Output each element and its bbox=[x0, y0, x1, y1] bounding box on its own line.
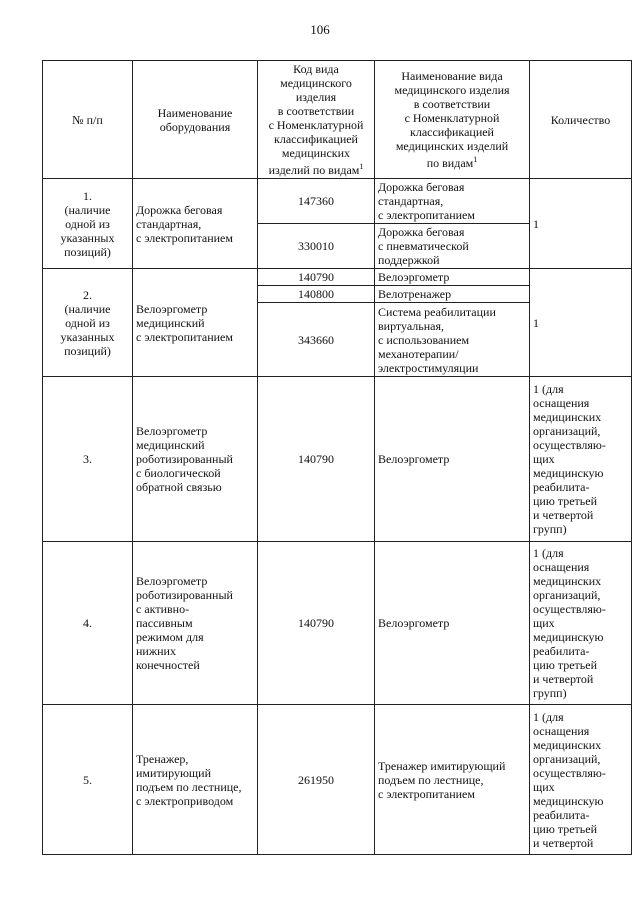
row-4-qty: 1 (для оснащения медицинских организаций, осуществляю- щих медицинскую реабилита- цию третьей и четвертой групп) bbox=[530, 542, 632, 705]
table-row bbox=[43, 542, 632, 705]
row-2-sub-3-name: Система реабилитации виртуальная, с использованием механотерапии/ электростимуляции bbox=[375, 303, 530, 377]
table-row bbox=[43, 269, 632, 286]
row-2-sub-2-code: 140800 bbox=[258, 286, 375, 303]
equipment-table bbox=[42, 60, 632, 855]
row-2-sub-3-code: 343660 bbox=[258, 303, 375, 377]
row-4-code: 140790 bbox=[258, 542, 375, 705]
row-4-num: 4. bbox=[43, 542, 133, 705]
row-1-equipment: Дорожка беговая стандартная, с электропитанием bbox=[133, 179, 258, 269]
header-num: № п/п bbox=[43, 61, 133, 179]
row-1-sub-1-name: Дорожка беговая стандартная, с электропитанием bbox=[375, 179, 530, 224]
row-1-qty: 1 bbox=[530, 179, 632, 269]
row-3-equipment: Велоэргометр медицинский роботизированный с биологической обратной связью bbox=[133, 377, 258, 542]
row-3-qty: 1 (для оснащения медицинских организаций, осуществляю- щих медицинскую реабилита- цию третьей и четвертой групп) bbox=[530, 377, 632, 542]
row-2-num: 2. (наличие одной из указанных позиций) bbox=[43, 269, 133, 377]
table-row bbox=[43, 179, 632, 224]
row-2-qty: 1 bbox=[530, 269, 632, 377]
row-4-name: Велоэргометр bbox=[375, 542, 530, 705]
table-header-row bbox=[43, 61, 632, 179]
row-5-num: 5. bbox=[43, 705, 133, 855]
row-5-name: Тренажер имитирующий подъем по лестнице, с электропитанием bbox=[375, 705, 530, 855]
row-3-code: 140790 bbox=[258, 377, 375, 542]
page-number: 106 bbox=[310, 22, 330, 37]
header-code: Код вида медицинского изделия в соответствии с Номенклатурной классификацией медицинских изделий по видам$^1$ bbox=[258, 61, 375, 179]
row-2-sub-2-name: Велотренажер bbox=[375, 286, 530, 303]
row-1-sub-1-code: 147360 bbox=[258, 179, 375, 224]
row-1-sub-2-code: 330010 bbox=[258, 224, 375, 269]
row-4-equipment: Велоэргометр роботизированный с активно- пассивным режимом для нижних конечностей bbox=[133, 542, 258, 705]
table-row bbox=[43, 705, 632, 855]
row-1-sub-2-name: Дорожка беговая с пневматической поддержкой bbox=[375, 224, 530, 269]
row-3-num: 3. bbox=[43, 377, 133, 542]
row-2-sub-1-name: Велоэргометр bbox=[375, 269, 530, 286]
row-5-equipment: Тренажер, имитирующий подъем по лестнице, с электроприводом bbox=[133, 705, 258, 855]
row-1-num: 1. (наличие одной из указанных позиций) bbox=[43, 179, 133, 269]
row-5-code: 261950 bbox=[258, 705, 375, 855]
row-3-name: Велоэргометр bbox=[375, 377, 530, 542]
row-2-sub-1-code: 140790 bbox=[258, 269, 375, 286]
header-qty: Количество bbox=[530, 61, 632, 179]
table-row bbox=[43, 377, 632, 542]
row-2-equipment: Велоэргометр медицинский с электропитанием bbox=[133, 269, 258, 377]
header-name: Наименование вида медицинского изделия в соответствии с Номенклатурной классификацией медицинских изделий по видам$^1$ bbox=[375, 61, 530, 179]
row-5-qty: 1 (для оснащения медицинских организаций, осуществляю- щих медицинскую реабилита- цию третьей и четвертой bbox=[530, 705, 632, 855]
header-equipment: Наименование оборудования bbox=[133, 61, 258, 179]
